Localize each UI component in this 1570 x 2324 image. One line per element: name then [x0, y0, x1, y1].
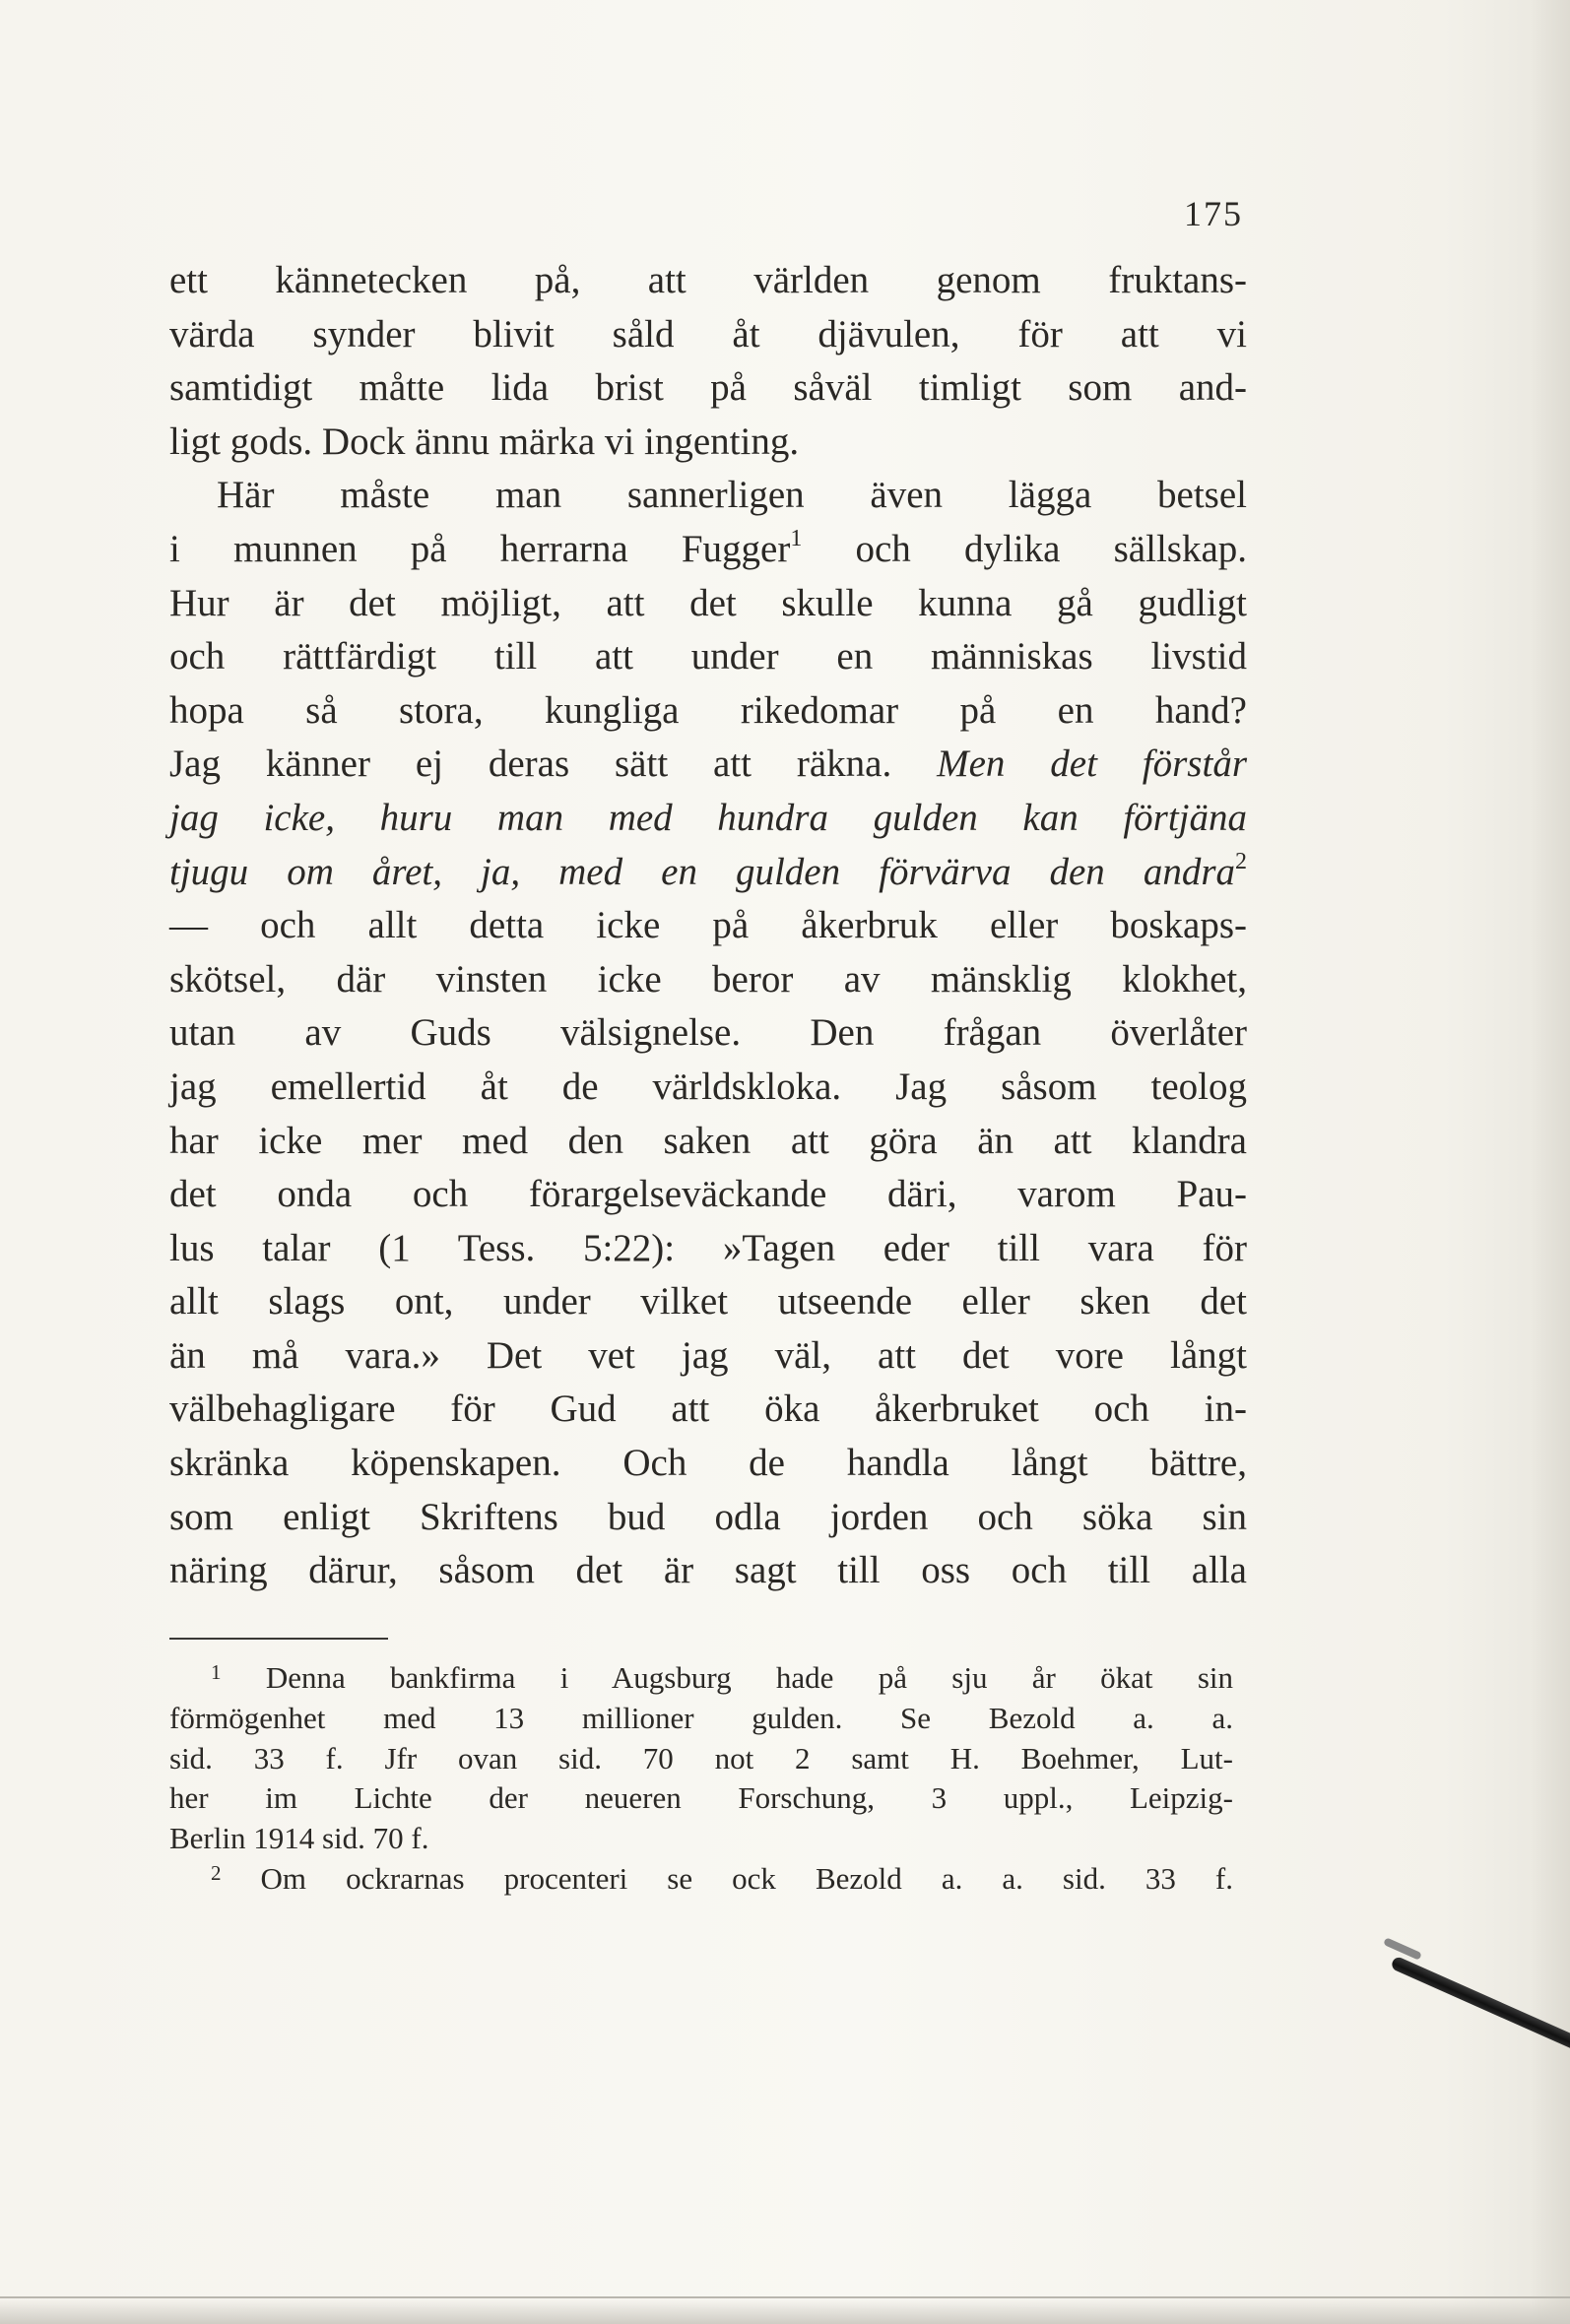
- page-right-shadow: [1531, 0, 1570, 2324]
- text-line: än må vara.» Det vet jag väl, att det vore långt: [169, 1333, 1247, 1377]
- text-line: skränka köpenskapen. Och de handla långt bättre,: [169, 1442, 1247, 1485]
- text-line: näring därur, såsom det är sagt till oss och till alla: [169, 1549, 1247, 1592]
- text-line: — och allt detta icke på åkerbruk eller boskaps-: [169, 904, 1247, 947]
- body-text: [169, 254, 1247, 1598]
- text-line: Här måste man sannerligen även lägga betsel: [217, 474, 1247, 517]
- italic-segment: Men det förstår: [937, 742, 1247, 786]
- text-segment: Jag känner ej deras sätt att räkna.: [169, 742, 892, 786]
- italic-segment: jag icke, huru man med hundra gulden kan förtjäna: [169, 796, 1247, 839]
- text-line: lus talar (1 Tess. 5:22): »Tagen eder till vara för: [169, 1226, 1247, 1269]
- text-line: ligt gods. Dock ännu märka vi ingenting.: [169, 420, 800, 463]
- footnote-1-line: förmögenhet med 13 millioner gulden. Se Bezold a. a.: [169, 1700, 1233, 1735]
- text-line: utan av Guds välsignelse. Den frågan överlåter: [169, 1011, 1247, 1055]
- footnote-1-line: her im Lichte der neueren Forschung, 3 uppl., Leipzig-: [169, 1780, 1233, 1816]
- text-line: hopa så stora, kungliga rikedomar på en hand?: [169, 688, 1247, 732]
- text-line: allt slags ont, under vilket utseende eller sken det: [169, 1280, 1247, 1323]
- text-line: välbehagligare för Gud att öka åkerbruket och in-: [169, 1388, 1247, 1431]
- text-line: ett kännetecken på, att världen genom fruktans-: [169, 259, 1247, 301]
- footnote-1-line: Berlin 1914 sid. 70 f.: [169, 1821, 429, 1856]
- italic-segment: tjugu om året, ja, med en gulden förvärva den andra: [169, 850, 1235, 893]
- footnote-divider: [169, 1638, 388, 1640]
- footnote-1-line: [169, 1658, 1233, 1699]
- footnote-1-line: sid. 33 f. Jfr ovan sid. 70 not 2 samt H. Boehmer, Lut-: [169, 1740, 1233, 1775]
- footnote-ref-1: 1: [790, 525, 803, 551]
- text-line: Hur är det möjligt, att det skulle kunna gå gudligt: [169, 581, 1247, 624]
- footnote-1-marker: 1: [211, 1660, 222, 1684]
- text-line: skötsel, där vinsten icke beror av mänsklig klokhet,: [169, 957, 1247, 1001]
- text-line-italic: [169, 792, 1247, 846]
- text-line-with-footnote-ref: [169, 523, 1247, 577]
- footnote-text: Om ockrarnas procenteri se ock Bezold a. a. sid. 33 f.: [260, 1860, 1233, 1896]
- text-line-mixed: [169, 738, 1247, 792]
- text-segment: och dylika sällskap.: [855, 527, 1248, 570]
- text-line: har icke mer med den saken att göra än att klandra: [169, 1119, 1247, 1162]
- text-line: jag emellertid åt de världskloka. Jag såsom teolog: [169, 1065, 1247, 1108]
- text-line: samtidigt måtte lida brist på såväl timligt som and-: [169, 366, 1247, 410]
- page-bottom-edge: [0, 2296, 1570, 2324]
- page-number: 175: [1184, 194, 1243, 233]
- text-line: och rättfärdigt till att under en människas livstid: [169, 635, 1247, 678]
- footnote-2-marker: 2: [211, 1860, 222, 1885]
- text-line: värda synder blivit såld åt djävulen, för att vi: [169, 312, 1247, 355]
- footnote-2-line: [169, 1859, 1233, 1900]
- text-line: det onda och förargelseväckande däri, varom Pau-: [169, 1173, 1247, 1216]
- footnotes: [169, 1658, 1233, 1900]
- text-segment: i munnen på herrarna Fugger: [169, 527, 791, 570]
- text-line-italic-with-footnote-ref: [169, 846, 1247, 900]
- text-line: som enligt Skriftens bud odla jorden och söka sin: [169, 1495, 1247, 1538]
- footnote-text: Denna bankfirma i Augsburg hade på sju år ökat sin: [265, 1660, 1234, 1695]
- footnote-ref-2: 2: [1235, 848, 1247, 874]
- pencil-tip: [1383, 1937, 1422, 1961]
